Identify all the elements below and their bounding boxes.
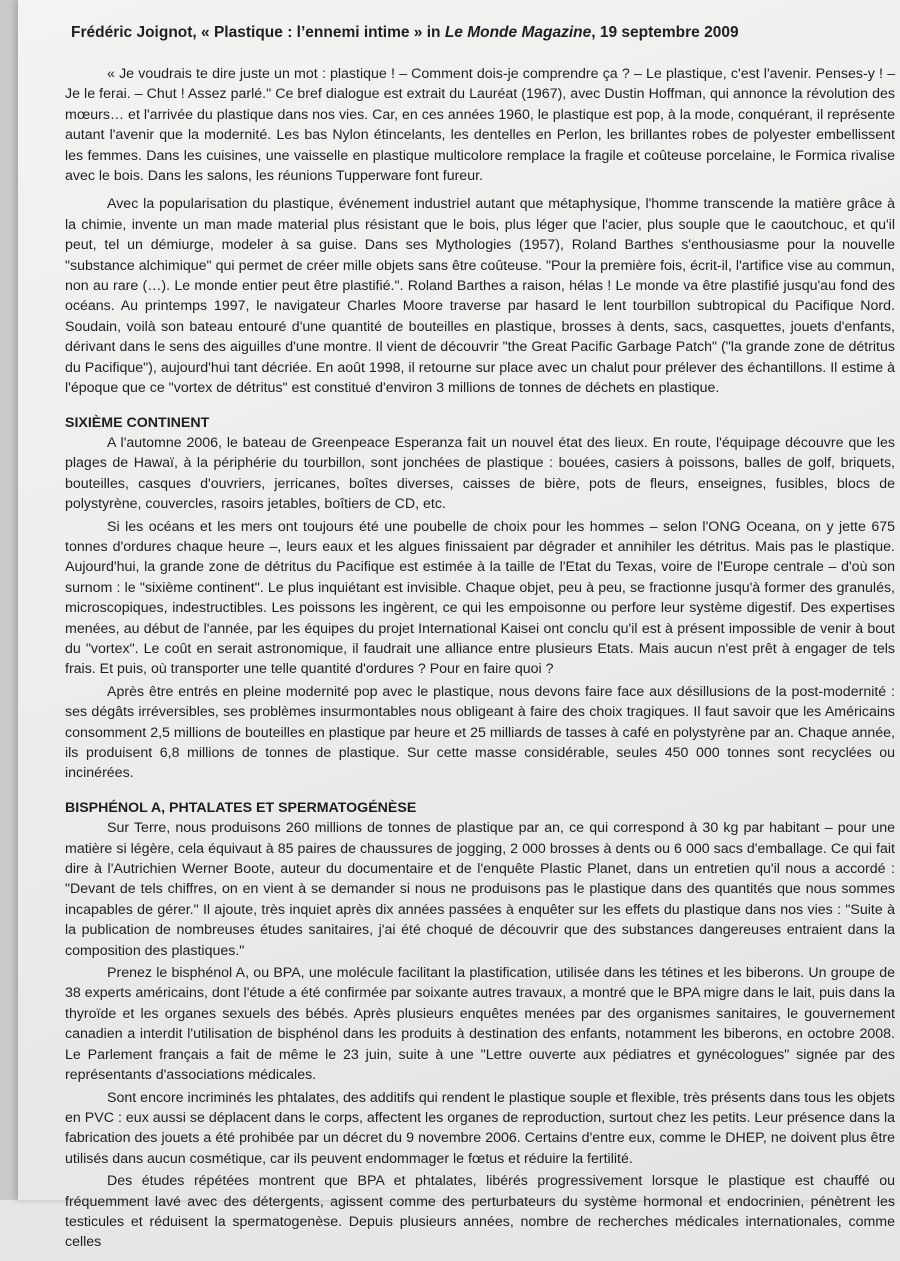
intro-paragraph-2: Avec la popularisation du plastique, événement industriel autant que métaphysique, l'homme transcende la matière grâce à la chimie, invente un man made material plus résistant que le bois, plus léger que l'acier, plus souple que le caoutchouc, et qu'il peut, tel un démiurge, modeler à sa guise. Dans ses Mythologies (1957), Roland Barthes s'enthousiasme pour la nouvelle "substance alchimique" qui permet de créer mille objets sans être coûteuse. "Pour la première fois, écrit-il, l'artifice vise au commun, non au rare (…). Le monde entier peut être plastifié.". Roland Barthes a raison, hélas ! Le monde va être plastifié jusqu'au fond des océans. Au printemps 1997, le navigateur Charles Moore traverse par hasard le lent tourbillon subtropical du Pacifique Nord. Soudain, voilà son bateau entouré d'une quantité de bouteilles en plastique, brosses à dents, sacs, casquettes, jouets d'enfants, dérivant dans le sens des aiguilles d'une montre. Il vient de découvrir "the Great Pacific Garbage Patch" ("la grande zone de détritus du Pacifique"), aujourd'hui tant décriée. En août 1998, il retourne sur place avec un chalut pour prélever des échantillons. Il estime à l'époque que ce "vortex de détritus" est constitué d'environ 3 millions de tonnes de déchets en plastique. bbox=[65, 196, 895, 397]
page-edge-shadow bbox=[0, 0, 18, 1200]
citation-author-title: Frédéric Joignot, « Plastique : l’ennemi intime » in bbox=[71, 24, 445, 41]
citation-date: , 19 septembre 2009 bbox=[591, 24, 739, 41]
citation-magazine: Le Monde Magazine bbox=[444, 24, 592, 41]
article-body bbox=[65, 22, 895, 1261]
section2-paragraph-4: Des études répétées montrent que BPA et phtalates, libérés progressivement lorsque le plastique est chauffé ou fréquemment lavé avec des détergents, agissent comme des perturbateurs du système hormonal et endocrinien, pénètrent les testicules et réduisent la spermatogenèse. Depuis plusieurs années, nombre de recherches médicales internationales, comme celles bbox=[65, 1173, 895, 1251]
section-heading-bisphenol: BISPHÉNOL A, PHTALATES ET SPERMATOGÉNÈSE bbox=[65, 799, 417, 816]
section1-paragraph-2: Si les océans et les mers ont toujours été une poubelle de choix pour les hommes – selon l'ONG Oceana, on y jette 675 tonnes d'ordures chaque heure –, leurs eaux et les algues finissaient par dégrader et annihiler les détritus. Mais pas le plastique. Aujourd'hui, la grande zone de détritus du Pacifique est estimée à la taille de l'Etat du Texas, voire de l'Europe centrale – d'où son surnom : le "sixième continent". Le plus inquiétant est invisible. Chaque objet, peu à peu, se fractionne jusqu'à former des granulés, microscopiques, indestructibles. Les poissons les ingèrent, ce qui les empoisonne ou perfore leur système digestif. Des expertises menées, au début de l'année, par les équipes du projet International Kaisei ont conclu qu'il est à présent impossible de venir à bout du "vortex". Le coût en serait astronomique, il faudrait une alliance entre plusieurs Etats. Mais aucun n'est prêt à engager de tels frais. Et puis, où transporter une telle quantité d'ordures ? Pour en faire quoi ? bbox=[65, 518, 895, 678]
section2-paragraph-1: Sur Terre, nous produisons 260 millions de tonnes de plastique par an, ce qui correspond à 30 kg par habitant – pour une matière si légère, cela équivaut à 85 paires de chaussures de jogging, 2 000 brosses à dents ou 6 000 sacs d'emballage. Ce qui fait dire à l'Autrichien Werner Boote, auteur du documentaire et de l'enquête Plastic Planet, dans un entretien qu'il nous a accordé : "Devant de tels chiffres, on en vient à se demander si nous ne produisons pas le plastique dans des quantités que nous sommes incapables de gérer." Il ajoute, très inquiet après dix années passées à enquêter sur les effets du plastique dans nos vies : "Suite à la publication de nombreuses études sanitaires, j'ai été choqué de découvrir que des substances dangereuses entraient dans la composition des plastiques." bbox=[65, 820, 895, 959]
paper-sheet bbox=[18, 0, 900, 1251]
article-citation bbox=[71, 22, 895, 44]
intro-paragraph-1: « Je voudrais te dire juste un mot : plastique ! – Comment dois-je comprendre ça ? – Le plastique, c'est l'avenir. Penses-y ! – Je le ferai. – Chut ! Assez parlé." Ce bref dialogue est extrait du Lauréat (1967), avec Dustin Hoffman, qui annonce la révolution des mœurs… et l'arrivée du plastique dans nos vies. Car, en ces années 1960, le plastique est pop, à la mode, conquérant, il représente autant l'avenir que la modernité. Les bas Nylon étincelants, les dentelles en Perlon, les brillantes robes de polyester embellissent les femmes. Dans les cuisines, une vaisselle en plastique multicolore remplace la fragile et coûteuse porcelaine, le Formica rivalise avec le bois. Dans les salons, les réunions Tupperware font fureur. bbox=[65, 66, 895, 185]
section2-paragraph-2: Prenez le bisphénol A, ou BPA, une molécule facilitant la plastification, utilisée dans les tétines et les biberons. Un groupe de 38 experts américains, dont l'étude a été confirmée par soixante autres travaux, a montré que le BPA migre dans le lait, puis dans la thyroïde et les organes sexuels des bébés. Après plusieurs enquêtes menées par des organismes sanitaires, le gouvernement canadien a interdit l'utilisation de bisphénol dans les produits à destination des enfants, notamment les biberons, en octobre 2008. Le Parlement français a fait de même le 23 juin, suite à une "Lettre ouverte aux pédiatres et gynécologues" signée par des représentants d'associations médicales. bbox=[65, 965, 895, 1084]
section1-paragraph-1: A l'automne 2006, le bateau de Greenpeace Esperanza fait un nouvel état des lieux. En route, l'équipage découvre que les plages de Hawaï, à la périphérie du tourbillon, sont jonchées de plastique : bouées, casiers à poissons, balles de golf, briquets, bouteilles, casques d'ouvriers, jerricanes, boîtes diverses, caisses de bière, pots de fleurs, enseignes, fusibles, blocs de polystyrène, couvercles, rasoirs jetables, boîtiers de CD, etc. bbox=[65, 434, 895, 513]
section-heading-sixieme-continent: SIXIÈME CONTINENT bbox=[65, 414, 210, 431]
section2-paragraph-3: Sont encore incriminés les phtalates, des additifs qui rendent le plastique souple et flexible, très présents dans tous les objets en PVC : eux aussi se déplacent dans le corps, affectent les organes de reproduction, surtout chez les petits. Leur présence dans la fabrication des jouets a été prohibée par un décret du 9 novembre 2006. Certains d'entre eux, comme le DHEP, ne doivent plus être utilisés dans aucun cosmétique, car ils peuvent endommager le fœtus et réduire la fertilité. bbox=[65, 1089, 895, 1167]
section1-paragraph-3: Après être entrés en pleine modernité pop avec le plastique, nous devons faire face aux désillusions de la post-modernité : ses dégâts irréversibles, ses problèmes insurmontables nous obligeant à faire des choix tragiques. Il faut savoir que les Américains consomment 2,5 millions de bouteilles en plastique par heure et 25 milliards de tasses à café en polystyrène par an. Chaque année, ils produisent 6,8 millions de tonnes de plastique. Sur cette masse considérable, seules 450 000 tonnes sont recyclées ou incinérées. bbox=[65, 683, 895, 782]
